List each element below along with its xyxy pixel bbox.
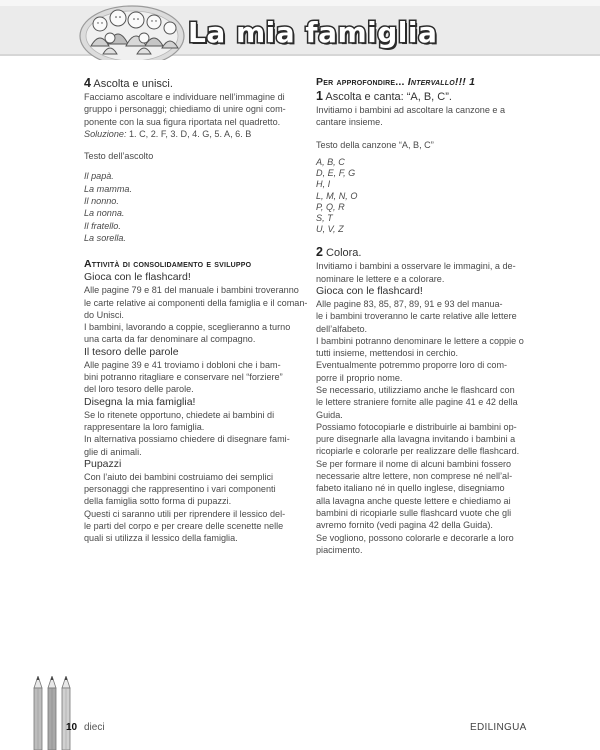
tesoro-line: Alle pagine 39 e 41 troviamo i dobloni che i bam- — [84, 359, 281, 370]
flashcard-line: Se necessario, utilizziamo anche le flashcard con — [316, 384, 515, 395]
flashcard-line: alla lavagna anche queste lettere e chiediamo ai — [316, 495, 511, 506]
flashcard-line: necessarie altre lettere, non comprese né nell’al- — [316, 471, 513, 482]
exercise-2-line: nominare le lettere e a colorare. — [316, 273, 445, 284]
disegno-line: rappresentare la loro famiglia. — [84, 421, 205, 432]
list-item: La nonna. — [84, 208, 125, 219]
flashcard-line: avremo fornito (vedi pagina 42 della Guida). — [316, 520, 493, 531]
exercise-2-line: Invitiamo i bambini a osservare le immagini, a de- — [316, 261, 516, 272]
flashcard-line: ricopiarle e colorarle per realizzare delle flashcard. — [316, 446, 520, 457]
flashcard-line: Guida. — [316, 409, 343, 420]
page-number: 10 — [66, 722, 78, 733]
list-item: P, Q, R — [316, 201, 345, 212]
testo-ascolto-label: Testo dell’ascolto — [84, 151, 154, 162]
flashcard-line: tutti insieme, mettendosi in cerchio. — [316, 348, 459, 359]
exercise-1-line: Invitiamo i bambini ad ascoltare la canzone e a — [316, 105, 506, 115]
header-band — [0, 0, 600, 60]
flashcard-line: porre il proprio nome. — [316, 372, 403, 383]
disegno-heading: Disegna la mia famiglia! — [84, 395, 196, 408]
exercise-1-heading: 1 Ascolta e canta: “A, B, C”. — [316, 89, 452, 103]
flashcard-line: do Unisci. — [84, 309, 124, 320]
list-item: La sorella. — [84, 232, 126, 243]
flashcard-line: Se vogliono, possono colorarle e decorarle a loro — [316, 532, 514, 543]
disegno-line: glie di animali. — [84, 446, 142, 457]
exercise-4-line: gruppo i personaggi; chiediamo di unire ogni com- — [84, 104, 286, 115]
list-item: S, T — [316, 212, 333, 223]
family-illustration-icon — [76, 0, 188, 60]
flashcard-line: Alle pagine 83, 85, 87, 89, 91 e 93 del manua- — [316, 298, 503, 309]
flashcard-heading: Gioca con le flashcard! — [84, 271, 191, 284]
page-title: La mia famiglia — [188, 16, 438, 49]
flashcard-line: le carte relative ai componenti della famiglia e il coman- — [84, 297, 308, 308]
flashcard-line: pure disegnarle alla lavagna invitando i bambini a — [316, 434, 516, 445]
flashcard-line: una carta da far denominare al compagno. — [84, 334, 256, 345]
exercise-2-heading: 2 Colora. — [316, 245, 362, 260]
flashcard-line: Eventualmente potremmo proporre loro di com- — [316, 360, 508, 371]
flashcard-line: I bambini potranno denominare le lettere a coppie o — [316, 335, 524, 346]
activities-heading: Attività di consolidamento e sviluppo — [84, 258, 252, 271]
exercise-4-line: Facciamo ascoltare e individuare nell’immagine di — [84, 92, 285, 102]
flashcard-line: Alle pagine 79 e 81 del manuale i bambini troveranno — [84, 285, 299, 296]
pupazzi-line: le parti del corpo e per creare delle scenette nelle — [84, 521, 284, 532]
pupazzi-heading: Pupazzi — [84, 457, 122, 470]
flashcard-line: le lettere straniere fornite alle pagine 41 e 42 della — [316, 397, 518, 408]
list-item: La mamma. — [84, 183, 133, 194]
flashcard-line: piacimento. — [316, 544, 363, 555]
pupazzi-line: personaggi che rappresentino i vari componenti — [84, 484, 276, 495]
publisher-brand: EDILINGUA — [470, 722, 527, 733]
flashcard-line: Se per formare il nome di alcuni bambini fossero — [316, 458, 512, 469]
tesoro-heading: Il tesoro delle parole — [84, 345, 179, 358]
right-column — [316, 76, 564, 556]
list-item: L, M, N, O — [316, 190, 358, 201]
list-item: H, I — [316, 179, 331, 190]
page-number-word: dieci — [84, 722, 105, 733]
list-item: A, B, C — [316, 156, 345, 167]
flashcard-heading: Gioca con le flashcard! — [316, 284, 423, 297]
flashcard-line: dell’alfabeto. — [316, 323, 368, 334]
flashcard-line: I bambini, lavorando a coppie, sceglieranno a turno — [84, 322, 291, 333]
disegno-line: Se lo ritenete opportuno, chiedete ai bambini di — [84, 409, 275, 420]
approfondire-heading: Per approfondire... Intervallo!!! 1 — [316, 76, 476, 88]
pupazzi-line: Questi ci saranno utili per riprendere il lessico del- — [84, 508, 286, 519]
tesoro-line: bini potranno ritagliare e conservare nel “forziere” — [84, 372, 283, 383]
flashcard-line: fabeto italiano né in quello inglese, disegniamo — [316, 483, 505, 494]
disegno-line: In alternativa possiamo chiedere di disegnare fami- — [84, 434, 290, 445]
tesoro-line: del loro tesoro delle parole. — [84, 384, 194, 395]
left-column — [84, 76, 332, 545]
pupazzi-line: Con l’aiuto dei bambini costruiamo dei semplici — [84, 471, 274, 482]
exercise-4-heading: 4 Ascolta e unisci. — [84, 76, 173, 90]
flashcard-line: le i bambini troveranno le carte relative alle lettere — [316, 311, 517, 322]
exercise-4-solution: Soluzione: 1. C, 2. F, 3. D, 4. G, 5. A, 6. B — [84, 128, 252, 139]
canzone-label: Testo della canzone “A, B, C” — [316, 139, 434, 150]
list-item: U, V, Z — [316, 224, 344, 235]
exercise-4-line: ponente con la sua figura riportata nel quadretto. — [84, 116, 281, 127]
list-item: Il fratello. — [84, 220, 121, 231]
list-item: D, E, F, G — [316, 168, 356, 179]
flashcard-line: Possiamo fotocopiarle e distribuirle ai bambini op- — [316, 421, 517, 432]
pencils-icon — [28, 676, 80, 750]
pupazzi-line: della famiglia sotto forma di pupazzi. — [84, 496, 232, 507]
lettere-list — [316, 157, 564, 235]
exercise-1-line: cantare insieme. — [316, 117, 383, 128]
testo-ascolto-list — [84, 170, 332, 244]
list-item: Il nonno. — [84, 196, 119, 207]
pupazzi-line: quali si utilizza il lessico della famiglia. — [84, 533, 238, 544]
flashcard-line: bambini di ricopiarle sulle flashcard vuote che gli — [316, 507, 512, 518]
list-item: Il papà. — [84, 171, 114, 182]
